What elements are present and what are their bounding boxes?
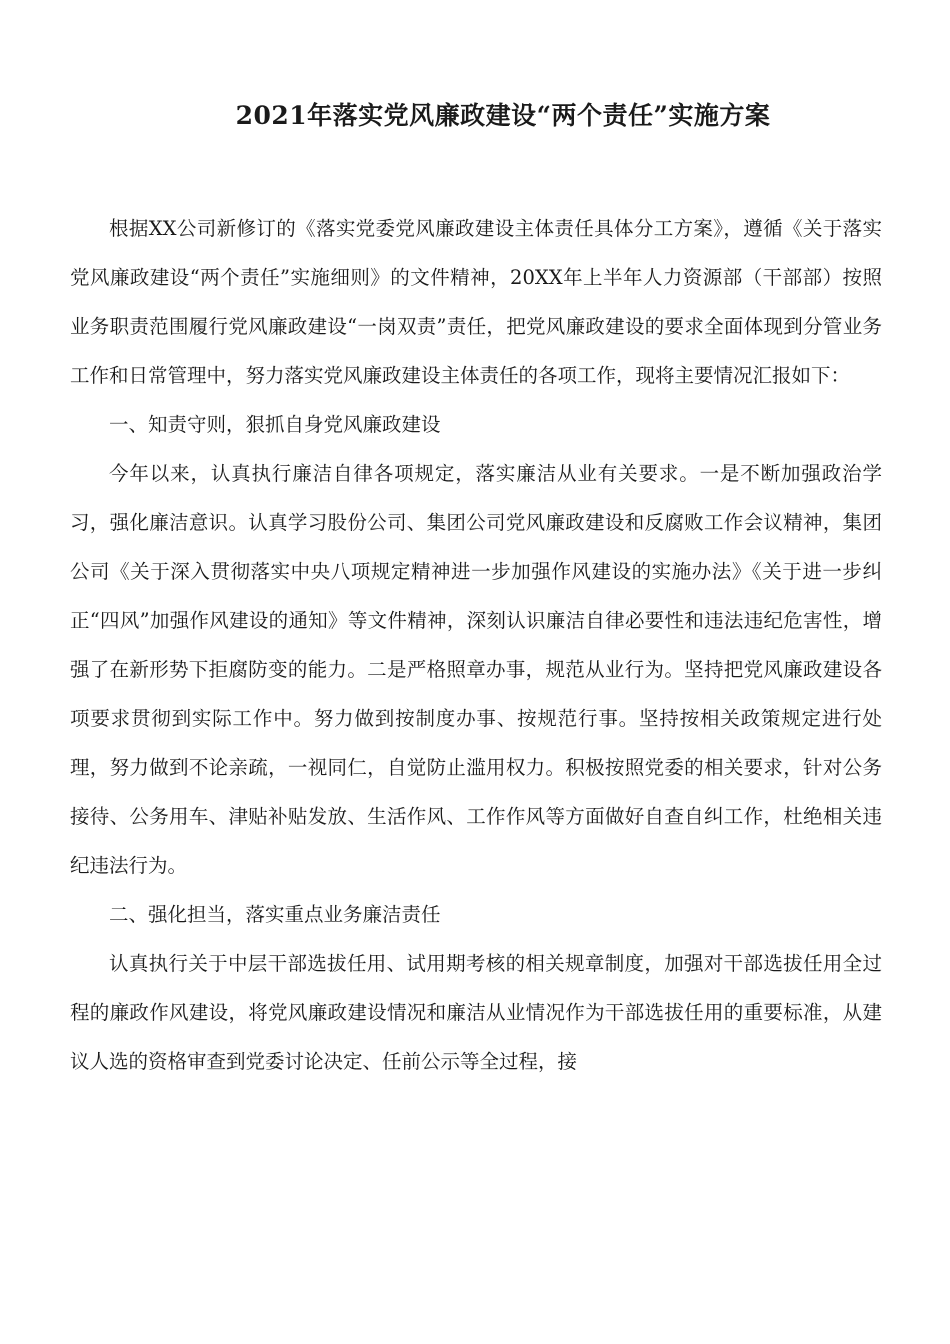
intro-paragraph: 根据XX公司新修订的《落实党委党风廉政建设主体责任具体分工方案》，遵循《关于落实党风廉政建设“两个责任”实施细则》的文件精神，20XX年上半年人力资源部（干部部）按照业务职责范围履行党风廉政建设“一岗双责”责任，把党风廉政建设的要求全面体现到分管业务工作和日常管理中，努力落实党风廉政建设主体责任的各项工作，现将主要情况汇报如下： [70,217,882,387]
document-title: 2021年落实党风廉政建设“两个责任”实施方案 [235,101,771,130]
section-heading-1: 一、知责守则，狠抓自身党风廉政建设 [109,413,441,436]
section-2-paragraph: 认真执行关于中层干部选拔任用、试用期考核的相关规章制度，加强对干部选拔任用全过程的廉政作风建设，将党风廉政建设情况和廉洁从业情况作为干部选拔任用的重要标准，从建议人选的资格审查到党委讨论决定、任前公示等全过程，接 [70,952,882,1073]
section-1-paragraph: 今年以来，认真执行廉洁自律各项规定，落实廉洁从业有关要求。一是不断加强政治学习，强化廉洁意识。认真学习股份公司、集团公司党风廉政建设和反腐败工作会议精神，集团公司《关于深入贯彻落实中央八项规定精神进一步加强作风建设的实施办法》《关于进一步纠正“四风”加强作风建设的通知》等文件精神，深刻认识廉洁自律必要性和违法违纪危害性，增强了在新形势下拒腐防变的能力。二是严格照章办事，规范从业行为。坚持把党风廉政建设各项要求贯彻到实际工作中。努力做到按制度办事、按规范行事。坚持按相关政策规定进行处理，努力做到不论亲疏，一视同仁，自觉防止滥用权力。积极按照党委的相关要求，针对公务接待、公务用车、津贴补贴发放、生活作风、工作作风等方面做好自查自纠工作，杜绝相关违纪违法行为。 [70,462,882,877]
section-heading-2: 二、强化担当，落实重点业务廉洁责任 [109,903,441,926]
document-body [70,204,882,1086]
